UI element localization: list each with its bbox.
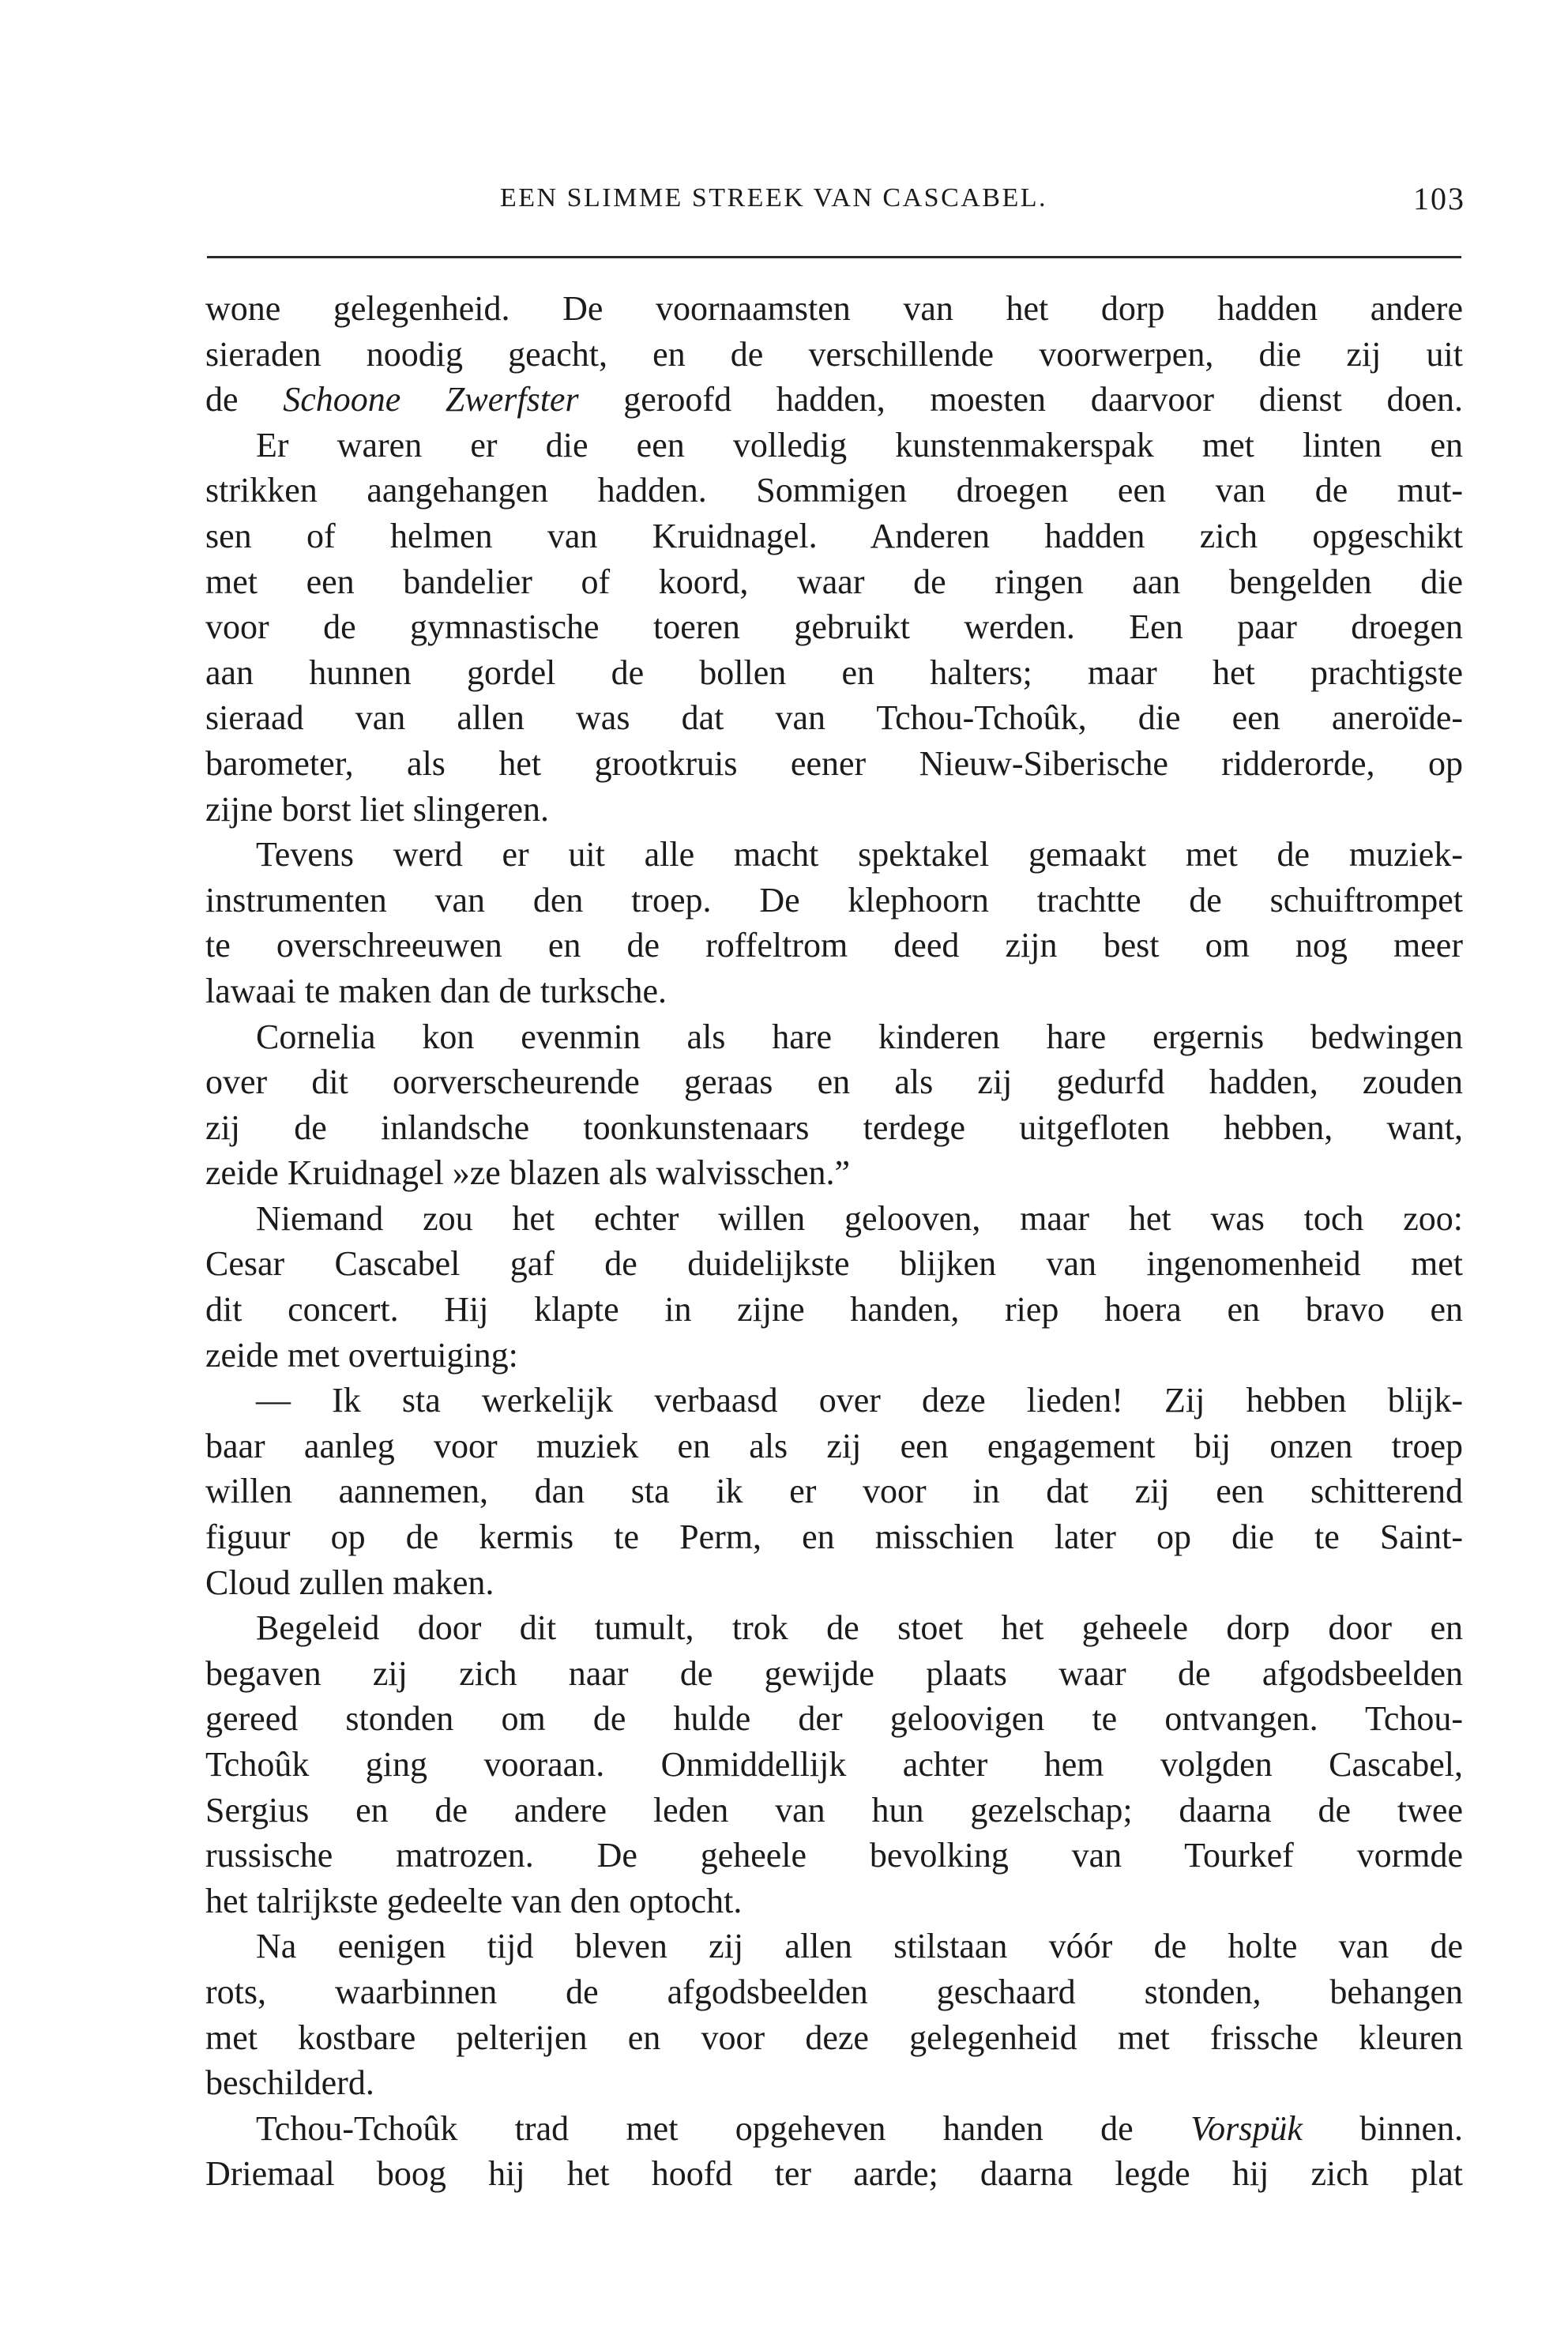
text-line: lawaai te maken dan de turksche.: [205, 971, 667, 1010]
text-line: russische matrozen. De geheele bevolking van Tourkef vormde: [205, 1836, 1463, 1875]
text-line: rots, waarbinnen de afgodsbeelden geschaard stonden, behangen: [205, 1972, 1463, 2011]
text-line: te overschreeuwen en de roffeltrom deed zijn best om nog meer: [205, 926, 1463, 965]
body-text: [205, 286, 1463, 2197]
text-line: Tevens werd er uit alle macht spektakel gemaakt met de muziek-: [256, 835, 1463, 874]
text-line: sieraad van allen was dat van Tchou-Tchoûk, die een aneroïde-: [205, 698, 1463, 738]
text-line: barometer, als het grootkruis eener Nieuw-Siberische ridderorde, op: [205, 743, 1463, 783]
text-line: Tchoûk ging vooraan. Onmiddellijk achter hem volgden Cascabel,: [205, 1745, 1463, 1784]
text-line: zijne borst liet slingeren.: [205, 789, 549, 829]
text-line: Na eenigen tijd bleven zij allen stilstaan vóór de holte van de: [256, 1927, 1463, 1966]
text-line: begaven zij zich naar de gewijde plaats waar de afgodsbeelden: [205, 1653, 1463, 1693]
text-line: sieraden noodig geacht, en de verschillende voorwerpen, die zij uit: [205, 334, 1463, 374]
italic-title: Schoone Zwerfster: [283, 380, 579, 419]
text-line: figuur op de kermis te Perm, en misschien later op die te Saint-: [205, 1518, 1463, 1557]
text-line: beschilderd.: [205, 2063, 374, 2103]
text-line: instrumenten van den troep. De klephoorn trachtte de schuiftrompet: [205, 880, 1463, 920]
text-line: gereed stonden om de hulde der geloovigen te ontvangen. Tchou-: [205, 1699, 1463, 1739]
text-line: zij de inlandsche toonkunstenaars terdege uitgefloten hebben, want,: [205, 1108, 1463, 1147]
text-line: Niemand zou het echter willen gelooven, maar het was toch zoo:: [256, 1198, 1463, 1238]
page-number: 103: [1413, 181, 1465, 216]
text-line: voor de gymnastische toeren gebruikt werden. Een paar droegen: [205, 607, 1463, 647]
text-line: baar aanleg voor muziek en als zij een engagement bij onzen troep: [205, 1426, 1463, 1465]
text-line: met een bandelier of koord, waar de ringen aan bengelden die: [205, 562, 1463, 601]
text-line: sen of helmen van Kruidnagel. Anderen hadden zich opgeschikt: [205, 516, 1463, 555]
text-line: Driemaal boog hij het hoofd ter aarde; daarna legde hij zich plat: [205, 2154, 1463, 2194]
text-line: Cesar Cascabel gaf de duidelijkste blijken van ingenomenheid met: [205, 1244, 1463, 1284]
text-line: strikken aangehangen hadden. Sommigen droegen een van de mut-: [205, 471, 1463, 510]
text-segment: binnen.: [1302, 2108, 1463, 2148]
running-title: EEN SLIMME STREEK VAN CASCABEL.: [500, 183, 1048, 212]
text-line: Er waren er die een volledig kunstenmakerspak met linten en: [256, 425, 1463, 464]
header-rule: [207, 256, 1461, 258]
italic-word: Vorspük: [1190, 2108, 1303, 2148]
text-line: zeide Kruidnagel »ze blazen als walvisschen.”: [205, 1153, 851, 1193]
text-line: het talrijkste gedeelte van den optocht.: [205, 1881, 743, 1920]
text-line: Sergius en de andere leden van hun gezelschap; daarna de twee: [205, 1790, 1463, 1830]
text-line: [205, 377, 1463, 423]
text-segment: de: [205, 380, 284, 419]
text-line: Cloud zullen maken.: [205, 1563, 494, 1602]
text-segment: geroofd hadden, moesten daarvoor dienst doen.: [578, 380, 1463, 419]
text-line: Begeleid door dit tumult, trok de stoet het geheele dorp door en: [256, 1608, 1463, 1648]
text-line: wone gelegenheid. De voornaamsten van het dorp hadden andere: [205, 289, 1463, 328]
text-line: willen aannemen, dan sta ik er voor in dat zij een schitterend: [205, 1472, 1463, 1511]
text-line: — Ik sta werkelijk verbaasd over deze lieden! Zij hebben blijk-: [256, 1381, 1463, 1420]
text-line: over dit oorverscheurende geraas en als zij gedurfd hadden, zouden: [205, 1062, 1463, 1102]
text-line: [205, 2106, 1463, 2152]
text-segment: Tchou-Tchoûk trad met opgeheven handen de: [256, 2108, 1191, 2148]
text-line: zeide met overtuiging:: [205, 1335, 518, 1375]
text-line: dit concert. Hij klapte in zijne handen, riep hoera en bravo en: [205, 1290, 1463, 1329]
page-header: [201, 180, 1465, 228]
text-line: met kostbare pelterijen en voor deze gelegenheid met frissche kleuren: [205, 2018, 1463, 2057]
text-line: aan hunnen gordel de bollen en halters; maar het prachtigste: [205, 653, 1463, 692]
text-line: Cornelia kon evenmin als hare kinderen hare ergernis bedwingen: [256, 1017, 1463, 1056]
